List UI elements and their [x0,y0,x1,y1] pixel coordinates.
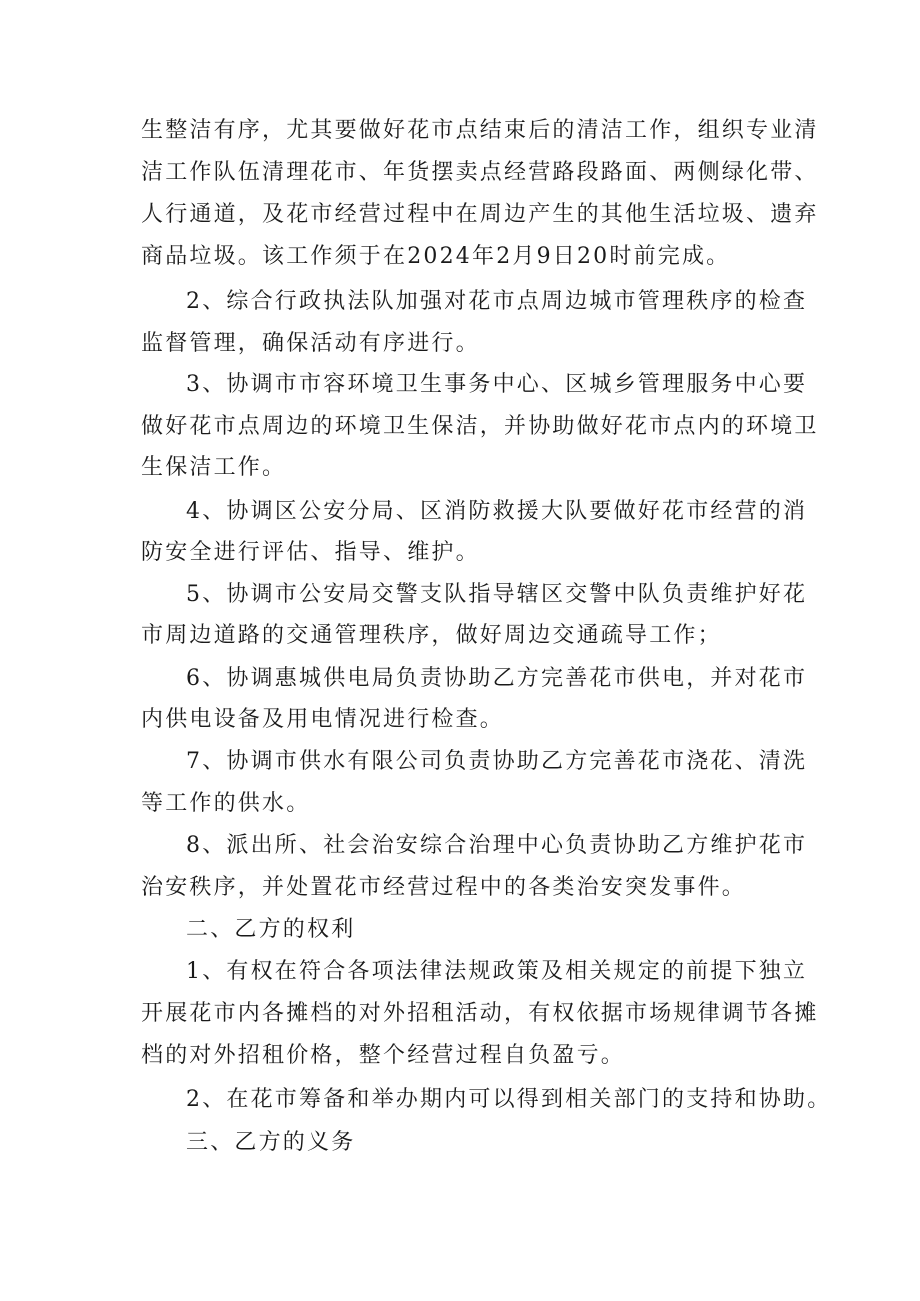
text-line: 8、派出所、社会治安综合治理中心负责协助乙方维护花市 [186,833,808,858]
text-line: 等工作的供水。 [141,791,311,816]
text-line: 商品垃圾。该工作须于在2024年2月9日20时前完成。 [141,244,731,269]
text-line: 监督管理，确保活动有序进行。 [141,331,480,356]
text-line: 档的对外招租价格，整个经营过程自负盈亏。 [141,1043,626,1068]
section-heading: 二、乙方的权利 [186,917,356,942]
text-line: 洁工作队伍清理花市、年货摆卖点经营路段路面、两侧绿化带、 [141,160,819,185]
text-line: 7、协调市供水有限公司负责协助乙方完善花市浇花、清洗 [186,749,808,774]
text-line: 开展花市内各摊档的对外招租活动，有权依据市场规律调节各摊 [141,1001,819,1026]
text-line: 治安秩序，并处置花市经营过程中的各类治安突发事件。 [141,875,747,900]
text-line: 市周边道路的交通管理秩序，做好周边交通疏导工作； [141,623,722,648]
text-line: 人行通道，及花市经营过程中在周边产生的其他生活垃圾、遗弃 [141,202,819,227]
text-line: 内供电设备及用电情况进行检查。 [141,707,505,732]
text-line: 3、协调市市容环境卫生事务中心、区城乡管理服务中心要 [186,372,808,397]
text-line: 4、协调区公安分局、区消防救援大队要做好花市经营的消 [186,499,808,524]
section-heading: 三、乙方的义务 [186,1130,356,1155]
text-line: 生整洁有序，尤其要做好花市点结束后的清洁工作，组织专业清 [141,118,819,143]
text-line: 1、有权在符合各项法律法规政策及相关规定的前提下独立 [186,959,808,984]
text-line: 2、综合行政执法队加强对花市点周边城市管理秩序的检查 [186,289,808,314]
text-line: 做好花市点周边的环境卫生保洁，并协助做好花市点内的环境卫 [141,414,819,439]
text-line: 5、协调市公安局交警支队指导辖区交警中队负责维护好花 [186,582,808,607]
text-line: 生保洁工作。 [141,455,287,480]
text-line: 防安全进行评估、指导、维护。 [141,540,480,565]
text-line: 2、在花市筹备和举办期内可以得到相关部门的支持和协助。 [186,1087,832,1112]
text-line: 6、协调惠城供电局负责协助乙方完善花市供电，并对花市 [186,666,808,691]
